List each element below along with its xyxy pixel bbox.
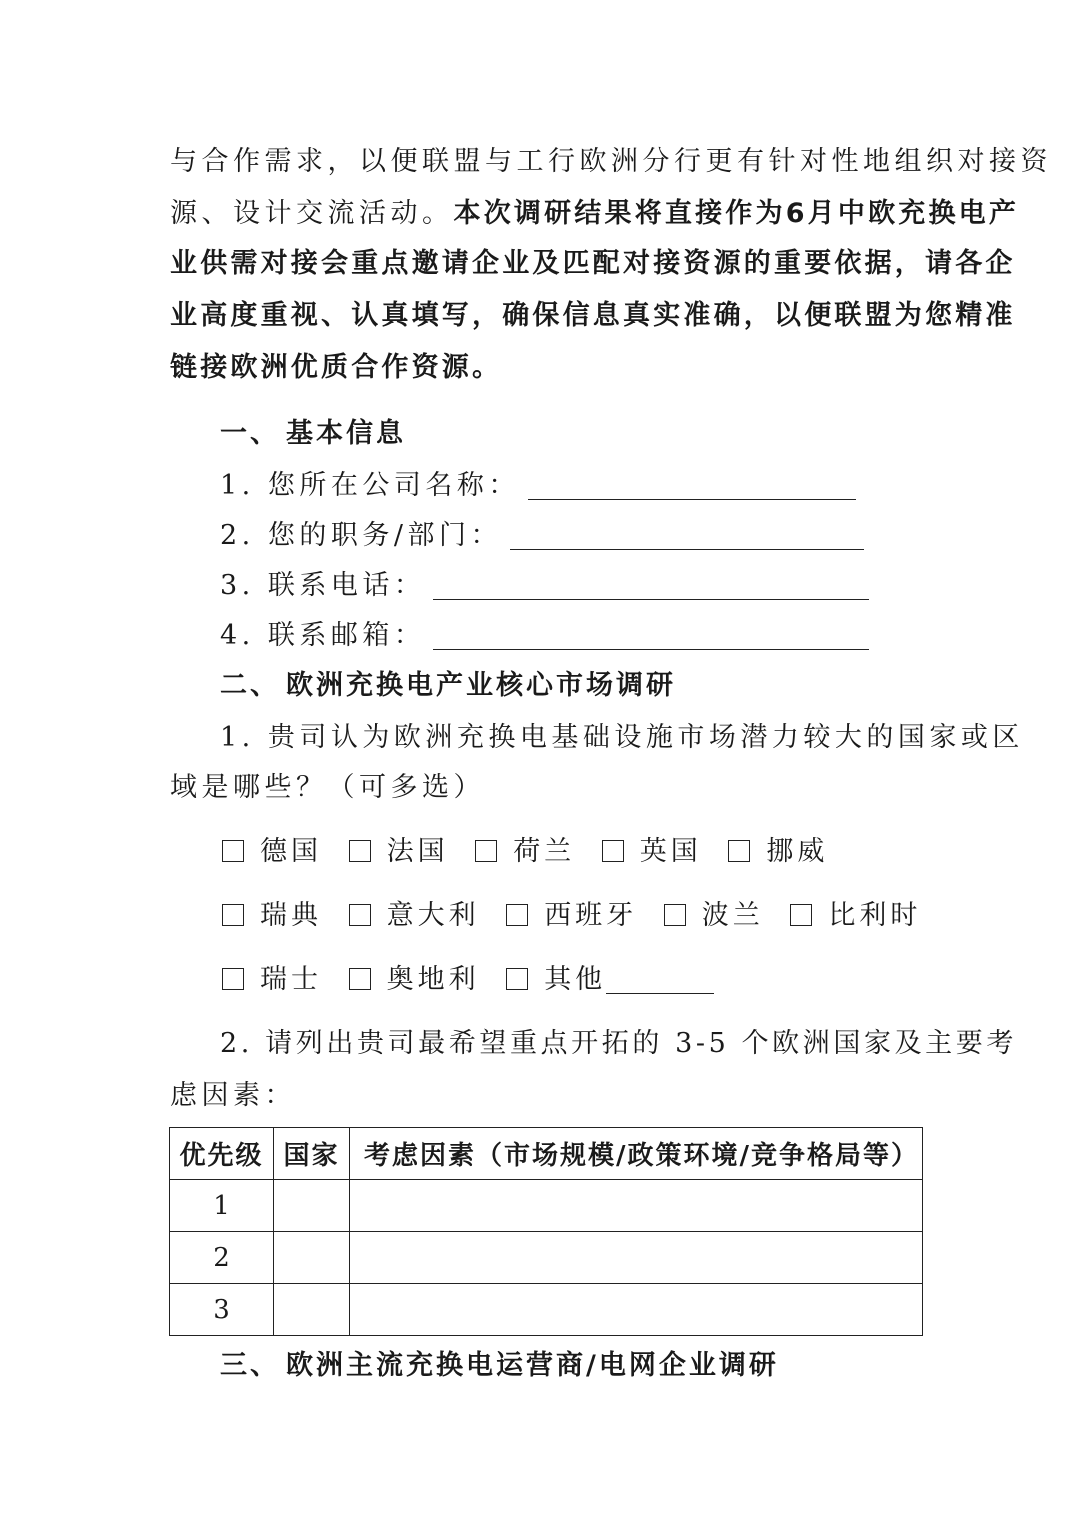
option-label: 西班牙: [544, 900, 638, 931]
field-phone-label: 3. 联系电话：: [220, 570, 426, 601]
option-label: 奥地利: [386, 964, 480, 995]
checkbox[interactable]: [349, 840, 371, 862]
section-3-heading: [220, 1348, 980, 1384]
option-other[interactable]: [506, 962, 714, 998]
country-cell[interactable]: [274, 1232, 350, 1284]
option-netherlands[interactable]: [475, 834, 575, 870]
intro-line-2-normal: 源、设计交流活动。: [170, 198, 454, 229]
checkbox[interactable]: [506, 904, 528, 926]
option-label: 比利时: [828, 900, 922, 931]
options-row-3: [222, 962, 728, 998]
checkbox[interactable]: [506, 968, 528, 990]
question-2-line-1: 2. 请列出贵司最希望重点开拓的 3-5 个欧洲国家及主要考: [220, 1028, 1017, 1059]
option-label: 其他: [544, 964, 607, 995]
option-belgium[interactable]: [790, 898, 921, 934]
option-spain[interactable]: [506, 898, 637, 934]
intro-line-2: [170, 196, 1020, 232]
position-input[interactable]: [510, 521, 864, 550]
checkbox[interactable]: [222, 904, 244, 926]
option-germany[interactable]: [222, 834, 322, 870]
field-company-name-label: 1. 您所在公司名称：: [220, 470, 520, 501]
option-label: 法国: [386, 836, 449, 867]
field-email-label: 4. 联系邮箱：: [220, 620, 426, 651]
field-email: [220, 618, 980, 654]
section-2-heading: [220, 668, 980, 704]
section-3-title: 欧洲主流充换电运营商/电网企业调研: [286, 1350, 779, 1381]
option-label: 意大利: [386, 900, 480, 931]
section-1-number: 一、: [220, 418, 280, 449]
section-2-number: 二、: [220, 670, 280, 701]
checkbox[interactable]: [475, 840, 497, 862]
checkbox[interactable]: [790, 904, 812, 926]
country-cell[interactable]: [274, 1180, 350, 1232]
option-label: 瑞典: [260, 900, 322, 931]
checkbox[interactable]: [222, 968, 244, 990]
question-1-line-1: 1. 贵司认为欧洲充换电基础设施市场潜力较大的国家或区: [220, 722, 1024, 753]
intro-line-5: 链接欧洲优质合作资源。: [170, 352, 503, 383]
option-france[interactable]: [349, 834, 449, 870]
intro-line-3: 业供需对接会重点邀请企业及匹配对接资源的重要依据，请各企: [170, 248, 1016, 279]
checkbox[interactable]: [728, 840, 750, 862]
section-1-title: 基本信息: [286, 418, 406, 449]
option-norway[interactable]: [728, 834, 828, 870]
phone-input[interactable]: [433, 571, 869, 600]
factors-cell[interactable]: [350, 1180, 923, 1232]
intro-line-4: 业高度重视、认真填写，确保信息真实准确，以便联盟为您精准: [170, 300, 1016, 331]
table-row: [170, 1284, 923, 1336]
priority-cell: 3: [170, 1284, 274, 1336]
email-input[interactable]: [433, 621, 869, 650]
options-row-2: [222, 898, 935, 934]
question-2-line-2: 虑因素：: [170, 1080, 296, 1111]
option-austria[interactable]: [349, 962, 480, 998]
other-input[interactable]: [606, 965, 714, 994]
option-poland[interactable]: [664, 898, 764, 934]
priority-table: [169, 1127, 923, 1336]
section-2-title: 欧洲充换电产业核心市场调研: [286, 670, 676, 701]
option-label: 波兰: [701, 900, 764, 931]
option-switzerland[interactable]: [222, 962, 322, 998]
option-label: 荷兰: [513, 836, 576, 867]
factors-cell[interactable]: [350, 1284, 923, 1336]
field-position: [220, 518, 980, 554]
header-country: 国家: [274, 1128, 350, 1180]
option-label: 德国: [260, 836, 322, 867]
option-uk[interactable]: [602, 834, 702, 870]
header-priority: 优先级: [170, 1128, 274, 1180]
checkbox[interactable]: [664, 904, 686, 926]
priority-cell: 2: [170, 1232, 274, 1284]
company-name-input[interactable]: [528, 471, 856, 500]
options-row-1: [222, 834, 842, 870]
table-header-row: [170, 1128, 923, 1180]
priority-cell: 1: [170, 1180, 274, 1232]
checkbox[interactable]: [349, 968, 371, 990]
question-1-line-2: 域是哪些？（可多选）: [170, 772, 485, 803]
field-phone: [220, 568, 980, 604]
intro-line-1: 与合作需求，以便联盟与工行欧洲分行更有针对性地组织对接资: [170, 146, 1052, 177]
checkbox[interactable]: [222, 840, 244, 862]
option-italy[interactable]: [349, 898, 480, 934]
table-row: [170, 1180, 923, 1232]
option-label: 挪威: [766, 836, 829, 867]
section-1-heading: [220, 416, 980, 452]
checkbox[interactable]: [349, 904, 371, 926]
checkbox[interactable]: [602, 840, 624, 862]
country-cell[interactable]: [274, 1284, 350, 1336]
field-company-name: [220, 468, 980, 504]
option-label: 瑞士: [260, 964, 322, 995]
table-row: [170, 1232, 923, 1284]
option-sweden[interactable]: [222, 898, 322, 934]
option-label: 英国: [639, 836, 702, 867]
factors-cell[interactable]: [350, 1232, 923, 1284]
field-position-label: 2. 您的职务/部门：: [220, 520, 502, 551]
header-factors: 考虑因素（市场规模/政策环境/竞争格局等）: [350, 1128, 923, 1180]
section-3-number: 三、: [220, 1350, 280, 1381]
intro-line-2-bold: 本次调研结果将直接作为6月中欧充换电产: [453, 198, 1020, 229]
